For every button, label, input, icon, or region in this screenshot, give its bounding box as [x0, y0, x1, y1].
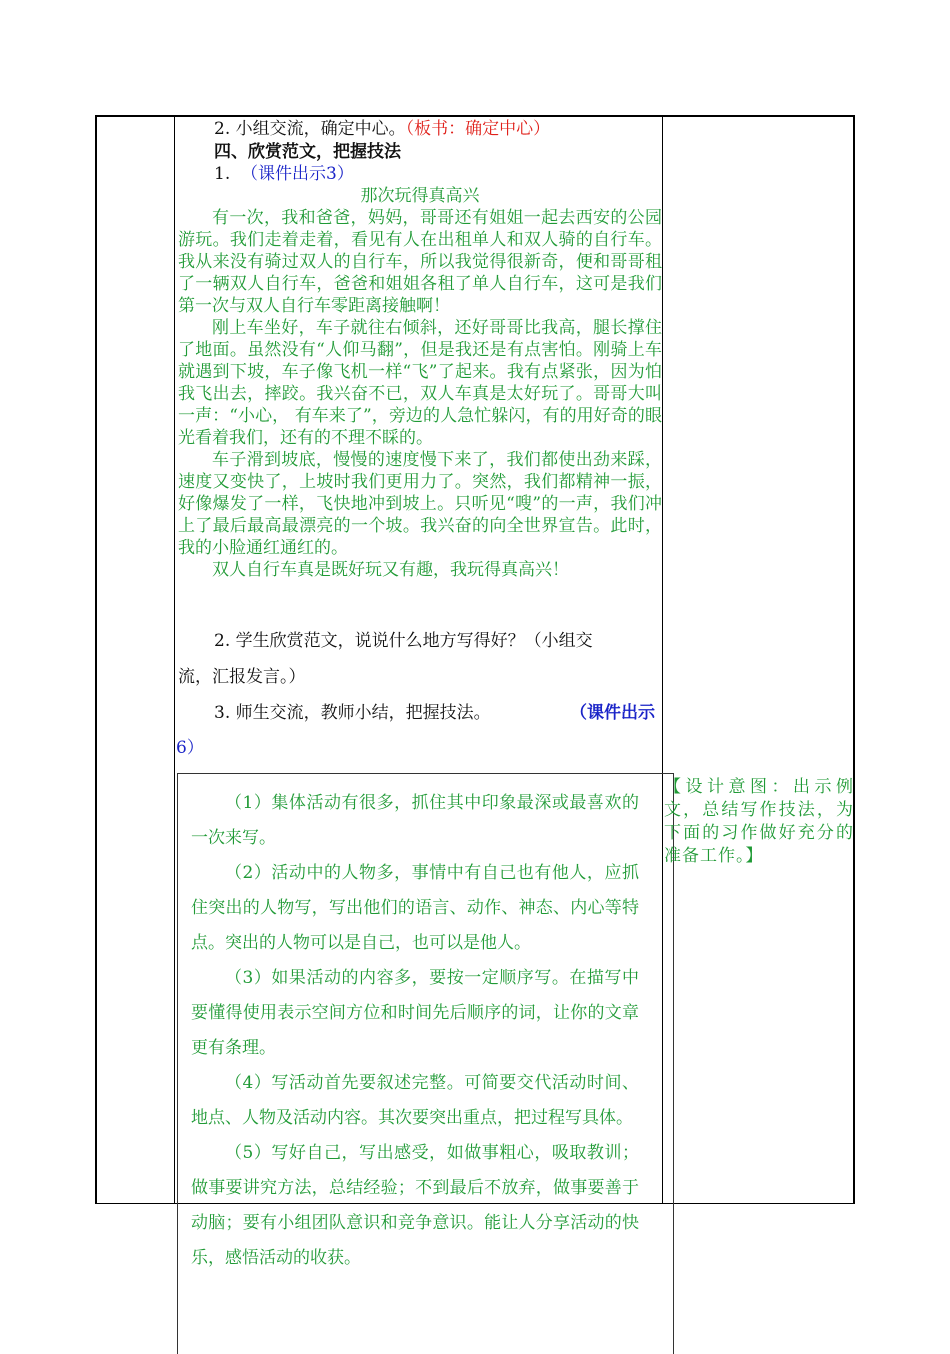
essay-title: 那次玩得真高兴 [360, 186, 480, 206]
writing-tips [191, 786, 639, 1276]
step-3-summary: 3. 师生交流，教师小结，把握技法。 [214, 703, 491, 723]
board-note: （板书：确定中心） [405, 119, 551, 139]
tip-item: （2）活动中的人物多，事情中有自己也有他人，应抓住突出的人物写，写出他们的语言、动作、神态、内心等特点。突出的人物可以是自己，也可以是他人。 [191, 863, 639, 953]
essay-paragraph: 刚上车坐好，车子就往右倾斜，还好哥哥比我高，腿长撑住了地面。虽然没有“人仰马翻”，但是我还是有点害怕。刚骑上车就遇到下坡，车子像飞机一样“飞”了起来。我有点紧张，因为怕我飞出去，摔跤。我兴奋不已，双人车真是太好玩了。哥哥大叫一声：“小心， 有车来了”，旁边的人急忙躲闪，有的用好奇的眼光看着我们，还有的不理不睬的。 [178, 318, 662, 448]
courseware-note-6b: 6） [176, 738, 204, 758]
step-2-discussion-line2: 流，汇报发言。） [178, 667, 306, 687]
step-2-text: 2. 小组交流，确定中心。 [214, 119, 406, 139]
table-left-border [95, 115, 97, 1204]
essay-paragraph: 双人自行车真是既好玩又有趣，我玩得真高兴！ [212, 560, 569, 580]
step-2-line [214, 118, 550, 140]
section-heading: 四、欣赏范文，把握技法 [214, 142, 401, 162]
design-intent-note: 【设计意图：出示例文，总结写作技法，为下面的习作做好充分的准备工作。】 [664, 777, 854, 866]
courseware-note-3: （课件出示3） [241, 164, 354, 184]
table-right-border [853, 115, 855, 1204]
tip-item: （1）集体活动有很多，抓住其中印象最深或最喜欢的一次来写。 [191, 793, 639, 848]
essay-paragraph: 有一次，我和爸爸，妈妈，哥哥还有姐姐一起去西安的公园游玩。我们走着走着，看见有人在出租单人和双人骑的自行车。我从来没有骑过双人的自行车，所以我觉得很新奇，便和哥哥租了一辆双人自行车，爸爸和姐姐各租了单人自行车，这可是我们第一次与双人自行车零距离接触啊！ [178, 208, 662, 316]
model-essay [178, 185, 662, 581]
essay-paragraph: 车子滑到坡底，慢慢的速度慢下来了，我们都使出劲来踩，速度又变快了，上坡时我们更用力了。突然，我们都精神一振，好像爆发了一样，飞快地冲到坡上。只听见“嗖”的一声，我们冲上了最后最高最漂亮的一个坡。我兴奋的向全世界宣告。此时，我的小脸通红通红的。 [178, 450, 662, 558]
step-1-line [214, 163, 354, 185]
table-col-divider-1 [174, 115, 175, 1204]
tip-item: （3）如果活动的内容多，要按一定顺序写。在描写中要懂得使用表示空间方位和时间先后顺序的词，让你的文章更有条理。 [191, 968, 639, 1058]
step-2-discussion-line1: 2. 学生欣赏范文，说说什么地方写得好？（小组交 [214, 631, 593, 651]
tip-item: （4）写活动首先要叙述完整。可简要交代活动时间、地点、人物及活动内容。其次要突出重点，把过程写具体。 [191, 1073, 639, 1128]
table-top-border [95, 115, 855, 117]
courseware-note-6a: （课件出示 [570, 703, 655, 723]
tip-item: （5）写好自己，写出感受，如做事粗心，吸取教训；做事要讲究方法，总结经验；不到最后不放弃，做事要善于动脑；要有小组团队意识和竞争意识。能让人分享活动的快乐，感悟活动的收获。 [191, 1143, 639, 1268]
step-1-number: 1. [214, 164, 231, 184]
